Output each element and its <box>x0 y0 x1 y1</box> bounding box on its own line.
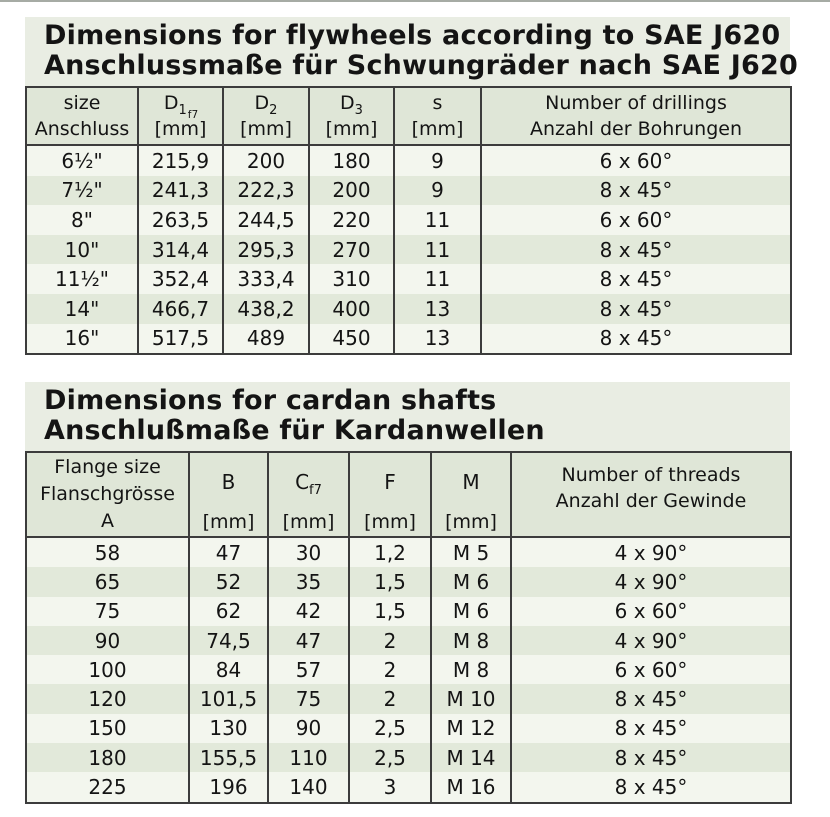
cell: 57 <box>268 655 349 684</box>
cardan-table <box>25 451 792 804</box>
cell: 295,3 <box>223 235 309 265</box>
cell: 14" <box>26 294 138 324</box>
col-header-d2-symbol: $D_2$ <box>254 92 278 118</box>
cell: 13 <box>394 324 481 355</box>
cell: 7½" <box>26 176 138 206</box>
cell: 74,5 <box>189 626 268 655</box>
cell: 6 x 60° <box>481 205 791 235</box>
cell: 101,5 <box>189 684 268 713</box>
cell: 200 <box>309 176 394 206</box>
cell: 438,2 <box>223 294 309 324</box>
cell: 9 <box>394 145 481 176</box>
cell: 90 <box>268 714 349 743</box>
table-row <box>26 655 791 684</box>
cell: 6½" <box>26 145 138 176</box>
col-header-m <box>431 452 511 537</box>
cell: 8 x 45° <box>511 772 791 802</box>
col-header-d3-unit: [mm] <box>325 118 378 140</box>
cell: 8 x 45° <box>481 264 791 294</box>
col-header-flange-line2: Flanschgrösse <box>40 483 175 505</box>
col-header-flange-line3: A <box>101 510 114 532</box>
col-header-drillings <box>481 87 791 145</box>
cell: 2,5 <box>349 714 431 743</box>
col-header-threads <box>511 452 791 537</box>
cell: 263,5 <box>138 205 223 235</box>
cell: 180 <box>26 743 189 772</box>
cell: 42 <box>268 597 349 626</box>
col-header-d1-unit: [mm] <box>154 118 207 140</box>
cell: 75 <box>268 684 349 713</box>
cell: 11 <box>394 235 481 265</box>
cell: 3 <box>349 772 431 802</box>
cell: 47 <box>189 537 268 567</box>
col-header-d3 <box>309 87 394 145</box>
cardan-title-de: Anschlußmaße für Kardanwellen <box>44 415 545 446</box>
col-header-b-unit: [mm] <box>202 511 255 533</box>
cell: 150 <box>26 714 189 743</box>
cell: 8 x 45° <box>511 743 791 772</box>
cell: 155,5 <box>189 743 268 772</box>
flywheels-title-de: Anschlussmaße für Schwungräder nach SAE J620 <box>44 50 798 81</box>
cell: 220 <box>309 205 394 235</box>
cell: 4 x 90° <box>511 567 791 596</box>
col-header-c <box>268 452 349 537</box>
cell: 215,9 <box>138 145 223 176</box>
header-row <box>26 452 791 537</box>
cell: 222,3 <box>223 176 309 206</box>
table-row <box>26 626 791 655</box>
table-row <box>26 176 791 206</box>
cell: 11 <box>394 264 481 294</box>
col-header-d1 <box>138 87 223 145</box>
cell: 62 <box>189 597 268 626</box>
cell: 120 <box>26 684 189 713</box>
table-row <box>26 264 791 294</box>
cell: M 8 <box>431 626 511 655</box>
cell: 2 <box>349 684 431 713</box>
col-header-drillings-line1: Number of drillings <box>545 92 727 114</box>
table-row <box>26 235 791 265</box>
cell: 400 <box>309 294 394 324</box>
flywheels-table-header <box>26 87 791 145</box>
table-row <box>26 772 791 802</box>
cell: 8 x 45° <box>511 714 791 743</box>
cell: 11 <box>394 205 481 235</box>
cell: 8 x 45° <box>481 294 791 324</box>
cell: 6 x 60° <box>511 597 791 626</box>
cell: 9 <box>394 176 481 206</box>
col-header-d3-symbol: $D_3$ <box>340 92 363 118</box>
cell: 517,5 <box>138 324 223 355</box>
cell: 100 <box>26 655 189 684</box>
col-header-d2-unit: [mm] <box>240 118 292 140</box>
cell: 52 <box>189 567 268 596</box>
cell: 47 <box>268 626 349 655</box>
flywheels-title-en: Dimensions for flywheels according to SAE J620 <box>44 20 781 51</box>
cell: 4 x 90° <box>511 626 791 655</box>
cell: 8 x 45° <box>511 684 791 713</box>
cell: M 8 <box>431 655 511 684</box>
col-header-f-unit: [mm] <box>364 511 416 533</box>
cell: 8 x 45° <box>481 176 791 206</box>
table-row <box>26 684 791 713</box>
cell: 11½" <box>26 264 138 294</box>
cell: 225 <box>26 772 189 802</box>
table-row <box>26 743 791 772</box>
cell: 90 <box>26 626 189 655</box>
cell: M 6 <box>431 597 511 626</box>
table-row <box>26 145 791 176</box>
cardan-table-body <box>26 537 791 803</box>
cell: 6 x 60° <box>511 655 791 684</box>
col-header-s <box>394 87 481 145</box>
col-header-flange-line1: Flange size <box>54 456 161 478</box>
table-row <box>26 205 791 235</box>
cell: 333,4 <box>223 264 309 294</box>
cardan-section <box>25 382 790 804</box>
col-header-m-symbol: M <box>462 470 480 494</box>
cell: 8" <box>26 205 138 235</box>
cell: 8 x 45° <box>481 235 791 265</box>
cell: 196 <box>189 772 268 802</box>
col-header-threads-line2: Anzahl der Gewinde <box>555 489 747 512</box>
cardan-title-en: Dimensions for cardan shafts <box>44 385 497 416</box>
col-header-s-symbol: s <box>432 92 443 114</box>
cell: 4 x 90° <box>511 537 791 567</box>
flywheels-title-block <box>25 17 798 86</box>
col-header-d2 <box>223 87 309 145</box>
cell: M 5 <box>431 537 511 567</box>
table-row <box>26 294 791 324</box>
table-row <box>26 567 791 596</box>
cell: 270 <box>309 235 394 265</box>
cell: 489 <box>223 324 309 355</box>
cell: 10" <box>26 235 138 265</box>
cardan-table-header <box>26 452 791 537</box>
cell: 1,5 <box>349 597 431 626</box>
cell: 8 x 45° <box>481 324 791 355</box>
col-header-f-symbol: F <box>384 470 396 494</box>
cell: 2,5 <box>349 743 431 772</box>
cell: 2 <box>349 626 431 655</box>
col-header-b-symbol: B <box>221 470 236 494</box>
cell: M 14 <box>431 743 511 772</box>
cell: 65 <box>26 567 189 596</box>
col-header-flange-size <box>26 452 189 537</box>
cell: 84 <box>189 655 268 684</box>
cell: M 16 <box>431 772 511 802</box>
cell: 1,2 <box>349 537 431 567</box>
cell: 180 <box>309 145 394 176</box>
col-header-drillings-line2: Anzahl der Bohrungen <box>529 118 742 140</box>
col-header-threads-line1: Number of threads <box>561 463 741 486</box>
cell: M 12 <box>431 714 511 743</box>
cell: 200 <box>223 145 309 176</box>
cell: M 6 <box>431 567 511 596</box>
flywheels-section <box>25 17 798 355</box>
cell: 110 <box>268 743 349 772</box>
cell: 140 <box>268 772 349 802</box>
table-row <box>26 597 791 626</box>
col-header-size-line1: size <box>63 92 101 114</box>
col-header-c-unit: [mm] <box>282 511 335 533</box>
cell: M 10 <box>431 684 511 713</box>
cell: 244,5 <box>223 205 309 235</box>
flywheels-table <box>25 86 792 355</box>
cell: 450 <box>309 324 394 355</box>
cell: 241,3 <box>138 176 223 206</box>
cell: 310 <box>309 264 394 294</box>
header-row <box>26 87 791 145</box>
cell: 16" <box>26 324 138 355</box>
cell: 314,4 <box>138 235 223 265</box>
table-row <box>26 537 791 567</box>
cell: 466,7 <box>138 294 223 324</box>
cell: 58 <box>26 537 189 567</box>
cell: 13 <box>394 294 481 324</box>
top-divider <box>0 0 830 2</box>
col-header-b <box>189 452 268 537</box>
cell: 30 <box>268 537 349 567</box>
col-header-f <box>349 452 431 537</box>
cell: 2 <box>349 655 431 684</box>
col-header-size-line2: Anschluss <box>34 118 130 140</box>
cell: 75 <box>26 597 189 626</box>
col-header-m-unit: [mm] <box>445 511 497 533</box>
cell: 130 <box>189 714 268 743</box>
table-row <box>26 324 791 355</box>
cardan-title-block <box>25 382 790 451</box>
cell: 6 x 60° <box>481 145 791 176</box>
table-row <box>26 714 791 743</box>
col-header-size <box>26 87 138 145</box>
col-header-d1-symbol: $D_{1f7}$ <box>163 92 199 121</box>
cell: 35 <box>268 567 349 596</box>
col-header-c-symbol: $C_{f7}$ <box>295 470 322 498</box>
cell: 352,4 <box>138 264 223 294</box>
col-header-s-unit: [mm] <box>411 118 464 140</box>
flywheels-table-body <box>26 145 791 354</box>
cell: 1,5 <box>349 567 431 596</box>
